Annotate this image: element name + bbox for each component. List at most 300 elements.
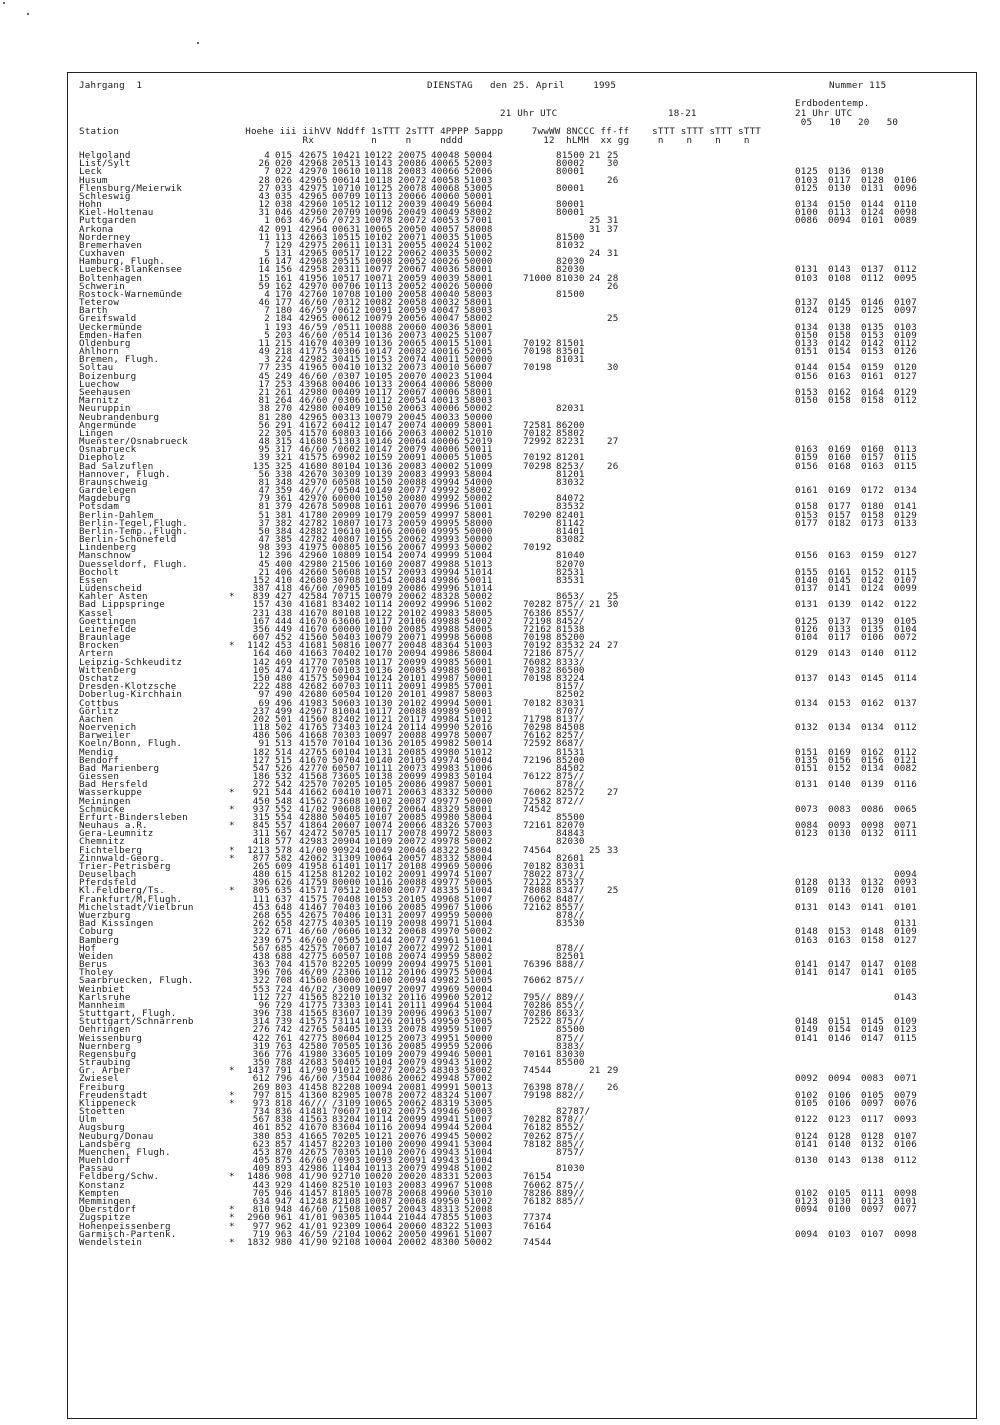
station-name: Goettingen	[79, 615, 137, 627]
station-index: 162	[275, 280, 293, 292]
tendency: 50004	[464, 967, 493, 979]
soil-50: 0110	[894, 199, 917, 211]
soil-05: 0158	[795, 501, 818, 513]
station-height: 111	[252, 893, 270, 905]
pressure: 48322	[431, 844, 460, 856]
soil-10: 0169	[828, 444, 851, 456]
temp-1s: 10077	[364, 264, 393, 276]
nddff: 20904	[332, 836, 361, 848]
tendency: 51003	[464, 174, 493, 186]
cloud-8: 8707/	[556, 705, 585, 717]
cloud-8: 82787/	[556, 1106, 591, 1118]
nddff: 40306	[332, 346, 361, 358]
temp-2s: 20073	[398, 762, 427, 774]
nddff: /0905	[332, 583, 361, 595]
soil-50: 0101	[894, 1196, 917, 1207]
station-height: 69	[258, 697, 270, 709]
nddff: 83204	[332, 1114, 361, 1126]
soil-05: 0123	[795, 828, 818, 840]
table-row	[79, 468, 969, 480]
station-height: 553	[252, 983, 270, 995]
station-name: Artern	[79, 648, 114, 660]
station-height: 142	[252, 656, 270, 668]
nddff: 82905	[332, 1089, 361, 1101]
station-index: 131	[275, 248, 293, 260]
nddff: 00614	[332, 174, 361, 186]
station-height: 877	[252, 852, 270, 864]
soil-10: 0133	[828, 877, 851, 889]
temp-1s: 10122	[364, 607, 393, 619]
wind-gust-gg: 26	[607, 174, 619, 186]
iihvv: 42682	[299, 681, 328, 693]
soil-20: 0158	[861, 509, 884, 521]
station-index: 418	[275, 583, 293, 595]
station-height: 77	[258, 362, 270, 374]
temp-1s: 10078	[364, 1187, 393, 1199]
iihvv: 42782	[299, 517, 328, 529]
pressure: 40048	[431, 150, 460, 161]
soil-20: 0157	[861, 452, 884, 464]
iihvv: 42775	[299, 918, 328, 930]
pressure: 49943	[431, 1155, 460, 1167]
station-name: Oehringen	[79, 1024, 131, 1036]
station-height: 27	[258, 182, 270, 194]
station-index: 474	[275, 664, 293, 676]
pressure: 49967	[431, 901, 460, 913]
soil-50: 0105	[894, 615, 917, 627]
tendency: 50014	[464, 738, 493, 750]
soil-05: 0141	[795, 1138, 818, 1150]
temp-1s: 10149	[364, 485, 393, 497]
soil-20: 0120	[861, 885, 884, 897]
station-name: Barth	[79, 305, 108, 317]
iihvv: 41958	[299, 860, 328, 872]
iihvv: 42964	[299, 223, 328, 235]
cloud-8: 82030	[556, 264, 585, 276]
tendency: 56001	[464, 656, 493, 668]
soil-50: 0107	[894, 297, 917, 309]
cloud-8: 81032	[556, 239, 585, 251]
iihvv: 41258	[299, 869, 328, 881]
cloud-8: 80002	[556, 158, 585, 170]
temp-1s: 10150	[364, 403, 393, 415]
nddff: 10708	[332, 288, 361, 300]
station-name: Luebeck-Blankensee	[79, 264, 183, 276]
station-index: 961	[275, 1212, 293, 1224]
cloud-8: 84843	[556, 828, 585, 840]
soil-05: 0134	[795, 321, 818, 333]
temp-2s: 20088	[398, 705, 427, 717]
station-index: 147	[275, 256, 293, 268]
station-index: 685	[275, 942, 293, 954]
station-height: 12	[258, 550, 270, 562]
tendency: 58001	[464, 386, 493, 398]
iihvv: 41248	[299, 1196, 328, 1207]
tendency: 51003	[464, 1212, 493, 1224]
temp-2s: 20079	[398, 1057, 427, 1069]
iihvv: 46/60	[299, 395, 328, 407]
tendency: 53010	[464, 1187, 493, 1199]
soil-05: 0073	[795, 803, 818, 815]
station-name: Cuxhaven	[79, 248, 125, 260]
temp-1s: 10118	[364, 174, 393, 186]
temp-1s: 10074	[364, 820, 393, 832]
soil-20: 0134	[861, 762, 884, 774]
pressure: 49985	[431, 656, 460, 668]
station-name: Noervenich	[79, 722, 137, 734]
cloud-8: 855//	[556, 999, 585, 1011]
soil-20: 0124	[861, 583, 884, 595]
station-index: 875	[275, 1155, 293, 1167]
nddff: 60703	[332, 681, 361, 693]
station-name: Puttgarden	[79, 215, 137, 227]
temp-1s: 10117	[364, 656, 393, 668]
temp-2s: 20074	[398, 550, 427, 562]
station-name: Mannheim	[79, 999, 125, 1011]
soil-20: 0135	[861, 321, 884, 333]
pressure: 49946	[431, 1048, 460, 1060]
cloud-8: 8687/	[556, 738, 585, 750]
tendency: 51001	[464, 501, 493, 513]
pressure: 49948	[431, 1163, 460, 1175]
temp-2s: 20081	[398, 1081, 427, 1093]
cloud-8: 82501	[556, 950, 585, 962]
cloud-8: 875//	[556, 1032, 585, 1044]
temp-1s: 10077	[364, 640, 393, 652]
station-index: 706	[275, 967, 293, 979]
temp-1s: 10118	[364, 166, 393, 178]
nddff: /3009	[332, 983, 361, 995]
station-name: Flensburg/Meierwik	[79, 182, 183, 194]
iihvv: 41980	[299, 1048, 328, 1060]
soil-50: 0093	[894, 1114, 917, 1126]
station-index: 305	[275, 427, 293, 439]
weather-7: 72186	[523, 648, 552, 660]
temp-2s: 20067	[398, 264, 427, 276]
table-row	[79, 1032, 969, 1044]
tendency: 51012	[464, 746, 493, 758]
temp-1s: 10125	[364, 1032, 393, 1044]
station-name: Fichtelberg	[79, 844, 143, 856]
tendency: 51002	[464, 1057, 493, 1069]
temp-1s: 10166	[364, 427, 393, 439]
temp-1s: 10098	[364, 256, 393, 268]
iihvv: 41681	[299, 640, 328, 652]
temp-2s: 20094	[398, 648, 427, 660]
tendency: 52019	[464, 436, 493, 448]
station-name: Boltenhagen	[79, 272, 143, 284]
station-name: Meiningen	[79, 795, 131, 807]
temp-1s: 10065	[364, 223, 393, 235]
station-height: 39	[258, 452, 270, 464]
temp-2s: 20102	[398, 697, 427, 709]
nddff: /0903	[332, 1155, 361, 1167]
station-name: Berlin-Tegel,Flugh.	[79, 517, 188, 529]
temp-2s: 20059	[398, 272, 427, 284]
cloud-8: 875//	[556, 1016, 585, 1028]
pressure: 49995	[431, 525, 460, 537]
soil-50: 0112	[894, 722, 917, 734]
temp-1s: 10105	[364, 370, 393, 382]
cloud-8: 82070	[556, 820, 585, 832]
temp-1s: 10078	[364, 1089, 393, 1101]
pressure: 49943	[431, 1146, 460, 1158]
temp-1s: 10117	[364, 615, 393, 627]
table-row	[79, 977, 969, 985]
nddff: 10515	[332, 231, 361, 243]
temp-1s: 10179	[364, 509, 393, 521]
temp-2s: 20048	[398, 640, 427, 652]
soil-50: 0104	[894, 623, 917, 635]
table-row	[79, 307, 969, 315]
nddff: 20909	[332, 509, 361, 521]
temp-2s: 20049	[398, 207, 427, 219]
soil-10: 0137	[828, 615, 851, 627]
pressure: 49941	[431, 1114, 460, 1126]
pressure: 49988	[431, 623, 460, 635]
temp-2s: 20091	[398, 452, 427, 464]
cloud-8: 875//	[556, 1179, 585, 1191]
cloud-8: 85200	[556, 754, 585, 766]
cloud-8: 875//	[556, 599, 585, 611]
soil-50: 0112	[894, 648, 917, 660]
mountain-marker: *	[229, 787, 235, 799]
iihvv: 42880	[299, 811, 328, 823]
station-name: Angermünde	[79, 419, 137, 431]
iihvv: 41570	[299, 959, 328, 971]
station-index: 046	[275, 207, 293, 219]
station-height: 45	[258, 370, 270, 382]
pressure: 48313	[431, 1204, 460, 1216]
soil-05: 0140	[795, 574, 818, 586]
nddff: 33605	[332, 1048, 361, 1060]
tendency: 50001	[464, 779, 493, 791]
station-index: 671	[275, 926, 293, 938]
station-height: 91	[258, 738, 270, 750]
tendency: 50001	[464, 673, 493, 684]
nddff: 10710	[332, 182, 361, 194]
pressure: 49963	[431, 1008, 460, 1020]
cloud-8: 83530	[556, 918, 585, 930]
weather-7: 76182	[523, 1196, 552, 1207]
nddff: 50705	[332, 828, 361, 840]
wind-gust-gg: 31	[607, 215, 619, 227]
pressure: 49961	[431, 934, 460, 946]
station-index: 460	[275, 648, 293, 660]
station-index: 761	[275, 1032, 293, 1044]
station-height: 15	[258, 272, 270, 284]
tendency: 51003	[464, 1220, 493, 1232]
station-name: Manschnow	[79, 550, 131, 562]
cloud-8: 80001	[556, 182, 585, 194]
nddff: 50704	[332, 754, 361, 766]
soil-10: 0168	[828, 460, 851, 472]
temp-1s: 10113	[364, 1163, 393, 1175]
iihvv: 42960	[299, 550, 328, 562]
soil-20: 0124	[861, 207, 884, 219]
station-name: Deuselbach	[79, 869, 137, 881]
temp-2s: 20083	[398, 166, 427, 178]
station-index: 853	[275, 1130, 293, 1142]
station-height: 443	[252, 1179, 270, 1191]
weather-7: 70192	[523, 640, 552, 652]
station-name: Zinnwald-Georg.	[79, 852, 165, 864]
soil-20: 0112	[861, 272, 884, 284]
wind-gust-gg: 26	[607, 1081, 619, 1093]
cloud-8: 8383/	[556, 1040, 585, 1052]
tendency: 58001	[464, 803, 493, 815]
cloud-8: 86200	[556, 419, 585, 431]
station-index: 406	[275, 566, 293, 578]
temp-1s: 10094	[364, 1081, 393, 1093]
soil-20: 0153	[861, 329, 884, 341]
temp-1s: 10161	[364, 501, 393, 513]
temp-1s: 10170	[364, 648, 393, 660]
station-name: Coburg	[79, 926, 114, 938]
station-index: 658	[275, 918, 293, 930]
soil-10: 0177	[828, 501, 851, 513]
temp-2s: 20056	[398, 313, 427, 325]
temp-1s: 10157	[364, 566, 393, 578]
soil-05: 0141	[795, 959, 818, 971]
station-height: 276	[252, 1024, 270, 1036]
table-row	[79, 1048, 969, 1060]
station-height: 26	[258, 158, 270, 170]
weather-7: 72198	[523, 615, 552, 627]
nddff: 60412	[332, 419, 361, 431]
temp-2s: 20057	[398, 852, 427, 864]
temp-1s: 10110	[364, 1146, 393, 1158]
iihvv: 41663	[299, 648, 328, 660]
station-name: Zugspitze	[79, 1212, 131, 1224]
station-index: 249	[275, 370, 293, 382]
nddff: 70305	[332, 1146, 361, 1158]
mountain-marker: *	[229, 1097, 235, 1109]
soil-05: 0132	[795, 722, 818, 734]
pressure: 49992	[431, 485, 460, 497]
soil-10: 0169	[828, 485, 851, 497]
table-row	[79, 182, 969, 194]
temp-1s: 10120	[364, 689, 393, 701]
pressure: 49984	[431, 713, 460, 725]
soil-50: 0143	[894, 991, 917, 1003]
soil-05: 0128	[795, 877, 818, 889]
station-height: 314	[252, 1016, 270, 1028]
iihvv: 41458	[299, 1081, 328, 1093]
temp-2s: 20066	[398, 820, 427, 832]
soil-05: 0177	[795, 517, 818, 529]
nddff: 50405	[332, 1024, 361, 1036]
station-name: Freiburg	[79, 1081, 125, 1093]
pressure: 40006	[431, 378, 460, 390]
station-height: 47	[258, 485, 270, 497]
tendency: 51006	[464, 762, 493, 774]
iihvv: 42975	[299, 239, 328, 251]
temp-2s: 20098	[398, 918, 427, 930]
weather-7: 70382	[523, 664, 552, 676]
soil-05: 0123	[795, 1196, 818, 1207]
soil-20: 0141	[861, 901, 884, 913]
soil-50: 0113	[894, 444, 917, 456]
station-name: Chemnitz	[79, 836, 125, 848]
weather-7: 70286	[523, 999, 552, 1011]
station-index: 655	[275, 909, 293, 921]
nddff: 70508	[332, 656, 361, 668]
tendency: 51003	[464, 640, 493, 652]
soil-50: 0076	[894, 1097, 917, 1109]
weather-7: 74544	[523, 1065, 552, 1077]
temp-2s: 20078	[398, 1024, 427, 1036]
station-name: Boizenburg	[79, 370, 137, 382]
station-height: 396	[252, 967, 270, 979]
iihvv: 41864	[299, 820, 328, 832]
soil-50: 0126	[894, 346, 917, 358]
pressure: 48328	[431, 591, 460, 603]
soil-20: 0172	[861, 485, 884, 497]
station-index: 033	[275, 182, 293, 194]
station-table	[79, 152, 969, 1247]
nddff: 81805	[332, 1187, 361, 1199]
weather-7: 72522	[523, 1016, 552, 1028]
soil-10: 0145	[828, 297, 851, 309]
soil-05: 0159	[795, 452, 818, 464]
station-index: 338	[275, 468, 293, 480]
iihvv: 46/02	[299, 983, 328, 995]
station-index: 852	[275, 1122, 293, 1134]
station-height: 409	[252, 1163, 270, 1175]
station-name: Helgoland	[79, 150, 131, 161]
iihvv: 41759	[299, 877, 328, 889]
station-name: Gardelegen	[79, 485, 137, 497]
soil-20: 0105	[861, 1089, 884, 1101]
temp-2s: 20083	[398, 468, 427, 480]
nddff: /0312	[332, 297, 361, 309]
weather-7: 70298	[523, 722, 552, 734]
nddff: 60507	[332, 950, 361, 962]
nddff: 60410	[332, 787, 361, 799]
temp-1s: 10100	[364, 975, 393, 987]
soil-50: 0098	[894, 1228, 917, 1240]
column-subheaders: Rx n n nddd 12 hLMH xx gg n n n n	[79, 135, 750, 146]
temp-1s: 10116	[364, 1122, 393, 1134]
tendency: 58004	[464, 648, 493, 660]
pressure: 40040	[431, 288, 460, 300]
tendency: 50006	[464, 860, 493, 872]
cloud-8: 8157/	[556, 681, 585, 693]
mountain-marker: *	[229, 1204, 235, 1216]
temp-1s: 10141	[364, 999, 393, 1011]
soil-10: 0147	[828, 959, 851, 971]
station-height: 734	[252, 1106, 270, 1118]
temp-2s: 20091	[398, 1155, 427, 1167]
station-name: Erfurt-Bindersleben	[79, 811, 188, 823]
soil-50: 0097	[894, 305, 917, 317]
soil-10: 0140	[828, 779, 851, 791]
temp-2s: 20060	[398, 525, 427, 537]
temp-2s: 20063	[398, 403, 427, 415]
cloud-8: 889//	[556, 991, 585, 1003]
temp-1s: 10093	[364, 1155, 393, 1167]
station-name: Leinefelde	[79, 623, 137, 635]
iihvv: 42575	[299, 942, 328, 954]
nddff: 81004	[332, 705, 361, 717]
temp-1s: 10117	[364, 828, 393, 840]
temp-2s: 20076	[398, 1130, 427, 1142]
temp-1s: 10102	[364, 231, 393, 243]
soil-20: 0153	[861, 346, 884, 358]
table-row	[79, 942, 969, 954]
wind-gust-gg: 33	[607, 844, 619, 856]
